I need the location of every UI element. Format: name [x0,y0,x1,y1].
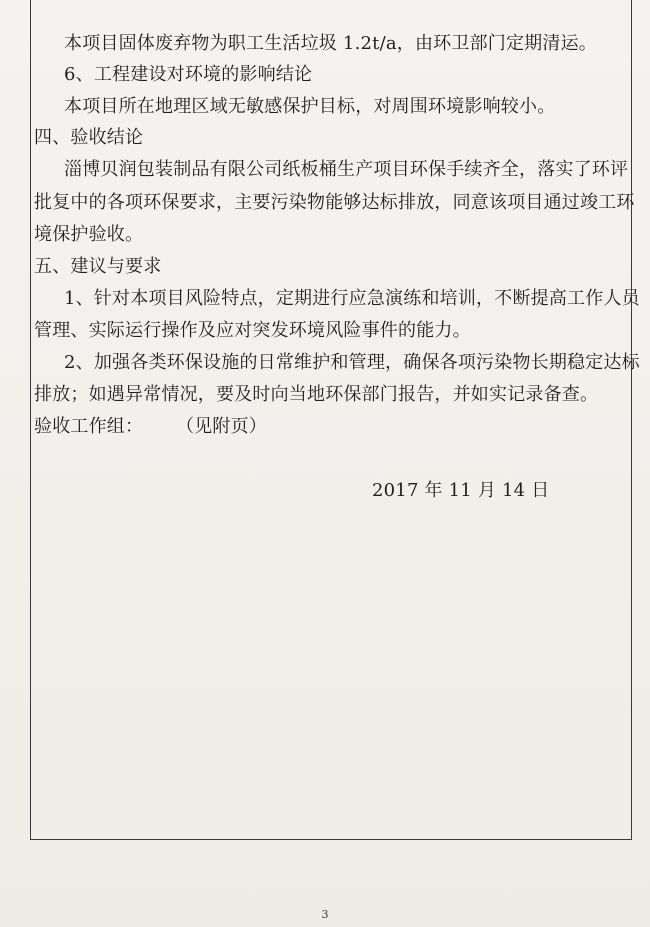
section-heading-impact-conclusion: 6、工程建设对环境的影响结论 [64,64,313,85]
section-heading-acceptance-conclusion: 四、验收结论 [34,127,144,148]
working-group-label: 验收工作组： [34,416,144,437]
working-group-note: （见附页） [176,416,267,437]
paragraph-line-suggestion-1b: 管理、实际运行操作及应对突发环境风险事件的能力。 [34,320,471,341]
paragraph-line-suggestion-2b: 排放；如遇异常情况，要及时向当地环保部门报告，并如实记录备查。 [34,384,599,405]
paragraph-line-solid-waste: 本项目固体废弃物为职工生活垃圾 1.2t/a，由环卫部门定期清运。 [64,33,597,54]
page-number: 3 [321,908,329,921]
section-heading-suggestions: 五、建议与要求 [34,256,162,277]
paragraph-line-conclusion-2: 批复中的各项环保要求，主要污染物能够达标排放，同意该项目通过竣工环 [34,192,635,213]
paragraph-line-sensitive-targets: 本项目所在地理区域无敏感保护目标，对周围环境影响较小。 [64,96,556,117]
paragraph-line-suggestion-1a: 1、针对本项目风险特点，定期进行应急演练和培训，不断提高工作人员 [64,288,640,309]
paragraph-line-conclusion-1: 淄博贝润包装制品有限公司纸板桶生产项目环保手续齐全，落实了环评 [64,159,629,180]
document-date: 2017 年 11 月 14 日 [372,480,550,501]
paragraph-line-suggestion-2a: 2、加强各类环保设施的日常维护和管理，确保各项污染物长期稳定达标 [64,352,640,373]
paragraph-line-conclusion-3: 境保护验收。 [34,224,144,245]
